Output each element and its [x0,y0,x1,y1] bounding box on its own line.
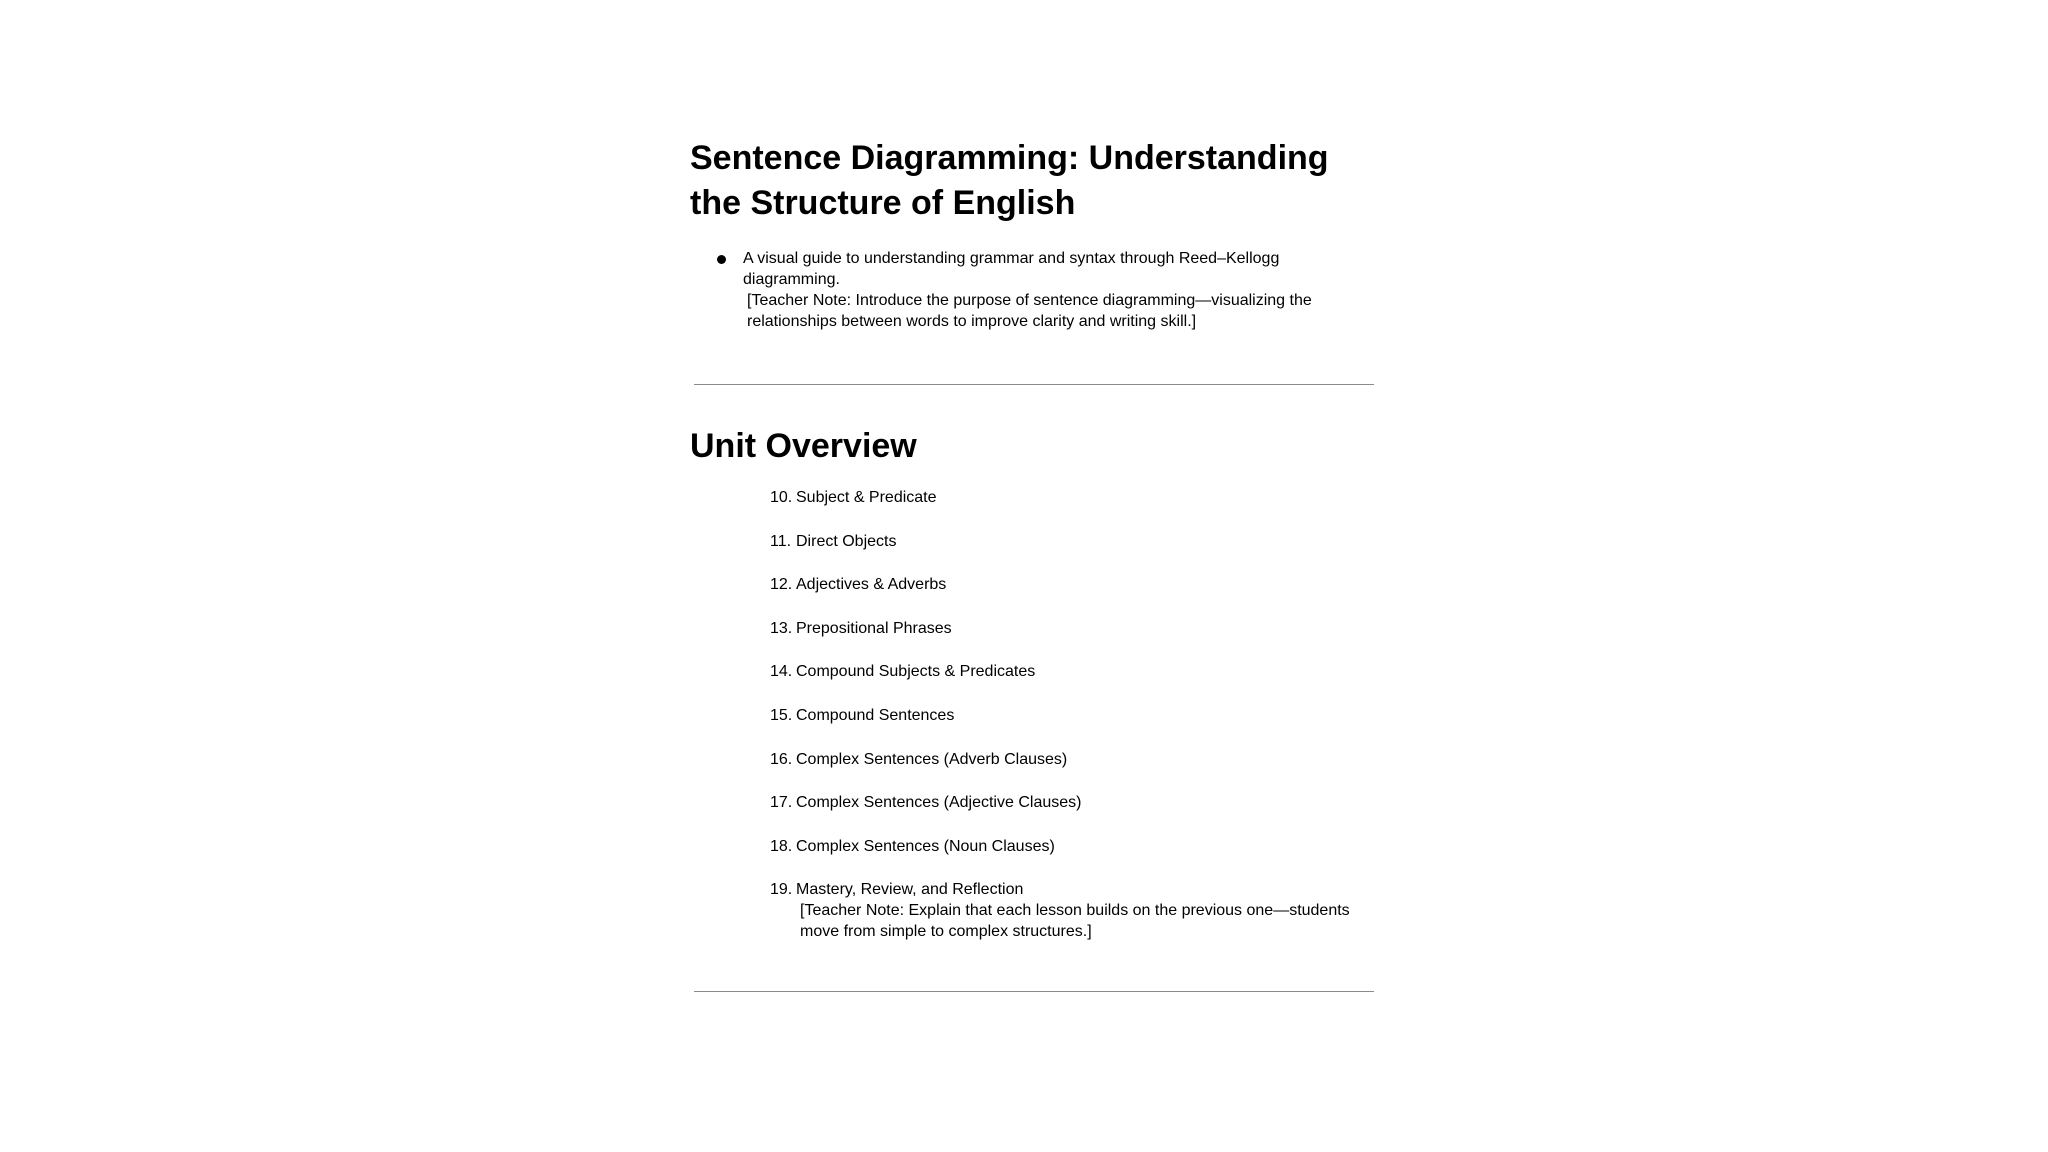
item-label: Direct Objects [796,532,897,550]
list-item [770,705,1370,726]
list-item [770,792,1370,813]
section-heading-unit-overview: Unit Overview [690,427,917,465]
item-label: Mastery, Review, and Reflection [796,881,1024,899]
item-label: Complex Sentences (Adjective Clauses) [796,794,1082,812]
unit-list [770,487,1370,965]
item-label: Prepositional Phrases [796,619,952,637]
intro-item [743,248,1343,332]
bullet-icon [717,255,726,264]
item-number: 12. [770,576,793,594]
item-number: 11. [770,532,792,550]
list-item [770,487,1370,508]
list-item [770,618,1370,639]
item-label: Subject & Predicate [796,489,937,506]
intro-list [690,248,1380,332]
teacher-note: [Teacher Note: Explain that each lesson builds on the previous one—students move from simple to complex structures.] [800,902,1350,941]
item-number: 14. [770,663,793,681]
list-item [770,879,1370,942]
section-divider [694,384,1374,385]
teacher-note: [Teacher Note: Introduce the purpose of sentence diagramming—visualizing the relationships between words to improve clarity and writing skill.] [747,292,1312,330]
item-label: Compound Sentences [796,706,955,724]
list-item [770,661,1370,682]
item-number: 18. [770,837,793,855]
item-number: 13. [770,619,793,637]
item-number: 15. [770,706,793,724]
item-number: 19. [770,881,793,899]
page-title: Sentence Diagramming: Understanding the Structure of English [690,139,1329,222]
item-label: Adjectives & Adverbs [796,576,947,594]
list-item [770,749,1370,770]
item-label: Compound Subjects & Predicates [796,663,1036,681]
item-label: Complex Sentences (Adverb Clauses) [796,750,1068,768]
list-item [770,574,1370,595]
document-body [690,136,1380,941]
item-number: 10. [770,489,793,506]
item-number: 16. [770,750,793,768]
item-label: Complex Sentences (Noun Clauses) [796,837,1055,855]
intro-text: A visual guide to understanding grammar and syntax through Reed–Kellogg diagramming. [743,250,1280,288]
item-number: 17. [770,794,793,812]
list-item [770,531,1370,552]
list-item [770,836,1370,857]
section-divider [694,991,1374,992]
